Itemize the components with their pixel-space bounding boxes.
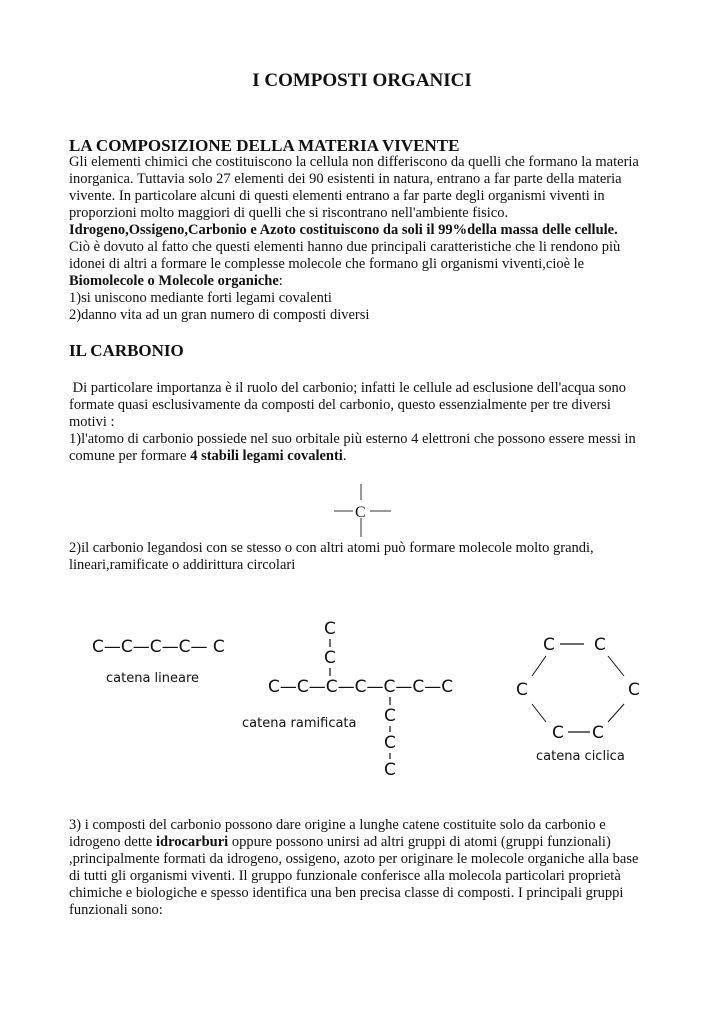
text-line: formate quasi esclusivamente da composti del carbonio, questo essenzialmente per tre diversi <box>69 397 611 413</box>
text-line: ,principalmente formati da idrogeno, ossigeno, azoto per originare le molecole organiche alla base <box>69 851 639 867</box>
text-line: motivi : <box>69 414 115 430</box>
atom-c: C <box>384 733 396 753</box>
atom-c: C <box>592 723 604 743</box>
linear-chain-diagram <box>92 630 242 690</box>
paragraph-point3 <box>69 817 659 919</box>
linear-chain-formula: C—C—C—C— C <box>92 637 225 657</box>
bold-term: idrocarburi <box>155 834 229 850</box>
page-title: I COMPOSTI ORGANICI <box>252 70 472 91</box>
atom-c: C <box>324 648 336 668</box>
point1-tail <box>69 448 659 465</box>
text-line: Ciò è dovuto al fatto che questi elementi hanno due principali caratteristiche che li rendono più <box>69 239 621 255</box>
text-line: vivente. In particolare alcuni di questi elementi entrano a far parte degli organismi viventi in <box>69 188 605 204</box>
linear-chain-caption: catena lineare <box>106 671 200 686</box>
text-fragment: comune per formare <box>69 448 191 464</box>
text-line: proporzioni molto maggiori di quelli che si riscontrano nell'ambiente fisico. <box>69 205 509 221</box>
text-line: idonei di altri a formare le complesse molecole che formano gli organismi viventi,cioè le <box>69 256 585 272</box>
text-line: funzionali sono: <box>69 902 163 918</box>
atom-c: C <box>628 680 640 700</box>
text-line: inorganica. Tuttavia solo 27 elementi dei 90 esistenti in natura, entrano a far parte della materia <box>69 171 622 187</box>
branched-main-chain: C—C—C—C—C—C—C <box>268 677 454 697</box>
paragraph-point2 <box>69 540 659 574</box>
idrocarburi-line <box>69 834 659 851</box>
cyclic-chain-diagram <box>510 628 670 768</box>
branched-chain-diagram <box>240 617 454 782</box>
text-fragment: oppure possono unirsi ad altri gruppi di atomi (gruppi funzionali) <box>228 834 611 850</box>
list-item: 2)danno vita ad un gran numero di composti diversi <box>69 307 370 323</box>
atom-c: C <box>384 760 396 780</box>
biomolecole-line <box>69 273 659 290</box>
text-line: chimiche e biologiche e spesso identifica una ben precisa classe di composti. I principali gruppi <box>69 885 624 901</box>
cyclic-chain-caption: catena ciclica <box>536 749 625 764</box>
text-line: lineari,ramificate o addirittura circolari <box>69 557 296 573</box>
text-line: 3) i composti del carbonio possono dare origine a lunghe catene costituite solo da carbonio e <box>69 817 606 833</box>
text-fragment: . <box>342 448 347 464</box>
atom-c: C <box>552 723 564 743</box>
bold-statement: Idrogeno,Ossigeno,Carbonio e Azoto costituiscono da soli il 99%della massa delle cellule. <box>69 222 618 238</box>
branched-chain-caption: catena ramificata <box>242 716 357 731</box>
atom-c: C <box>324 619 336 639</box>
text-line: 1)l'atomo di carbonio possiede nel suo orbitale più esterno 4 elettroni che possono essere messi in <box>69 431 636 447</box>
bold-term: 4 stabili legami covalenti <box>190 448 343 464</box>
atom-c: C <box>543 635 555 655</box>
colon: : <box>278 273 283 289</box>
text-line: di tutti gli organismi viventi. Il gruppo funzionale conferisce alla molecola particolari proprietà <box>69 868 621 884</box>
text-line: Di particolare importanza è il ruolo del carbonio; infatti le cellule ad esclusione dell'acqua sono <box>69 380 627 396</box>
section-heading-composizione: LA COMPOSIZIONE DELLA MATERIA VIVENTE <box>69 136 460 155</box>
atom-c: C <box>384 706 396 726</box>
biomolecole-term: Biomolecole o Molecole organiche <box>69 273 279 289</box>
section-heading-carbonio: IL CARBONIO <box>69 341 184 360</box>
text-fragment: idrogeno dette <box>69 834 156 850</box>
paragraph-carbonio-intro <box>69 380 659 465</box>
text-line: Gli elementi chimici che costituiscono la cellula non differiscono da quelli che formano la materia <box>69 154 639 170</box>
text-line: 2)il carbonio legandosi con se stesso o con altri atomi può formare molecole molto grandi, <box>69 540 594 556</box>
paragraph-composizione <box>69 154 659 324</box>
atom-c: C <box>594 635 606 655</box>
list-item: 1)si uniscono mediante forti legami covalenti <box>69 290 332 306</box>
carbon-bonds-diagram <box>330 482 410 542</box>
atom-c: C <box>516 680 528 700</box>
carbon-atom: C <box>355 504 366 521</box>
